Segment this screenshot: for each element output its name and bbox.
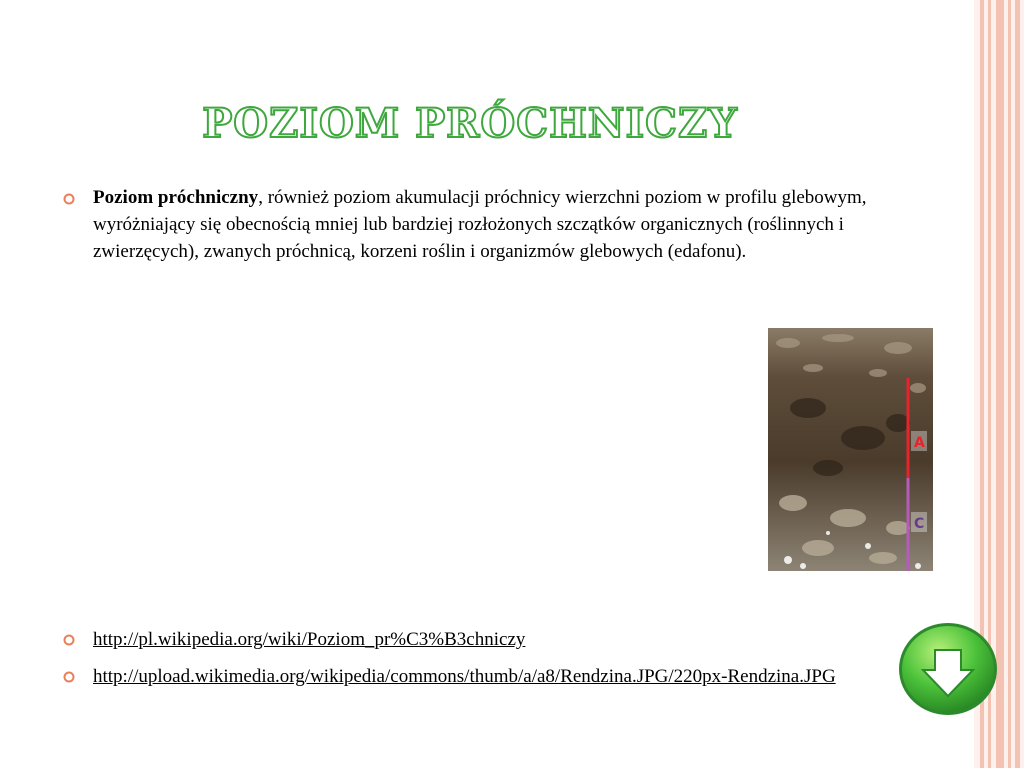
horizon-c-label: C (914, 516, 925, 532)
next-slide-button[interactable] (898, 622, 998, 716)
source-link-wikipedia[interactable]: http://pl.wikipedia.org/wiki/Poziom_pr%C3%B3chniczy (93, 629, 526, 650)
horizon-a-label: A (914, 435, 925, 451)
slide-title: POZIOM PRÓCHNICZY (202, 100, 738, 147)
bullet-icon (62, 633, 76, 647)
paragraph-term: Poziom próchniczny (93, 187, 259, 208)
soil-profile-photo (768, 328, 933, 571)
body-paragraph (93, 184, 873, 265)
paragraph-text: , również poziom akumulacji próchnicy wierzchni poziom w profilu glebowym, wyróżniający się obecnością mniej lub bardziej rozłożonych szczątków organicznych (roślinnych i zwierzęcych), zwanych próchnicą, korzeni roślin i organizmów glebowych (edafonu). (93, 187, 867, 262)
source-link-image[interactable]: http://upload.wikimedia.org/wikipedia/commons/thumb/a/a8/Rendzina.JPG/220px-Rendzina.JPG (93, 666, 836, 687)
bullet-icon (62, 670, 76, 684)
bullet-icon (62, 192, 76, 206)
